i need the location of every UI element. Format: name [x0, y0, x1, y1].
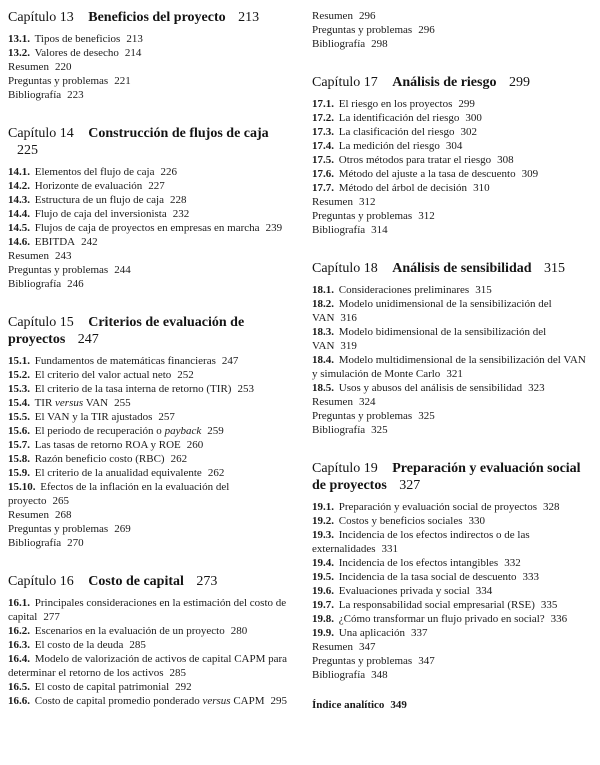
entry-title: Valores de desecho: [34, 47, 119, 59]
page-number: 312: [418, 210, 435, 222]
section-number: 14.6.: [8, 236, 30, 248]
section-number: 17.7.: [312, 182, 334, 194]
toc-column-right: [312, 9, 592, 757]
entry-title: El criterio de la anualidad equivalente: [34, 467, 202, 479]
chapter-title: Análisis de riesgo: [392, 75, 497, 90]
page-number: 310: [473, 182, 490, 194]
toc-row: [8, 536, 288, 550]
toc-row: [312, 640, 592, 654]
toc-chapter-heading: [312, 460, 592, 494]
page-number: 347: [418, 655, 435, 667]
toc-entry: [312, 111, 592, 125]
page-number: 302: [460, 126, 478, 138]
toc-row: [312, 423, 592, 437]
toc-chapter-heading: [8, 9, 288, 26]
toc-row: [8, 88, 288, 102]
section-number: 19.7.: [312, 599, 334, 611]
toc-row: [312, 223, 592, 237]
toc-row: [8, 249, 288, 263]
page-number: 228: [169, 194, 187, 206]
page-number: 239: [265, 222, 283, 234]
toc-entry: [312, 598, 592, 612]
entry-title: Modelo bidimensional de la sensibilización del VAN: [312, 326, 547, 352]
page-number: 244: [114, 264, 131, 276]
entry-title: Tipos de beneficios: [34, 33, 121, 45]
section-number: 15.1.: [8, 355, 30, 367]
page-number: 214: [124, 47, 142, 59]
toc-entry: [8, 354, 288, 368]
section-number: 15.3.: [8, 383, 30, 395]
entry-title: Resumen: [8, 250, 49, 262]
chapter-page-number: 299: [508, 75, 530, 90]
toc-entry: [8, 466, 288, 480]
section-number: 13.1.: [8, 33, 30, 45]
entry-title: Preguntas y problemas: [8, 264, 109, 276]
toc-chapter-heading: [8, 573, 288, 590]
section-number: 16.3.: [8, 639, 30, 651]
page-number: 331: [381, 543, 399, 555]
page-number: 268: [54, 509, 72, 521]
entry-title: Bibliografía: [312, 424, 366, 436]
section-number: 14.1.: [8, 166, 30, 178]
section-number: 17.1.: [312, 98, 334, 110]
toc-row: [8, 277, 288, 291]
page-number: 227: [148, 180, 165, 192]
entry-title: Elementos del flujo de caja: [34, 166, 155, 178]
italic-term: versus: [202, 695, 231, 707]
entry-title: El costo de la deuda: [34, 639, 124, 651]
entry-title: La identificación del riesgo: [338, 112, 460, 124]
entry-title: Bibliografía: [312, 38, 366, 50]
section-number: 15.5.: [8, 411, 30, 423]
page-number: 232: [172, 208, 190, 220]
toc-entry: [8, 368, 288, 382]
section-number: 15.2.: [8, 369, 30, 381]
toc-entry: [8, 452, 288, 466]
chapter-page-number: 327: [399, 478, 421, 493]
page-number: 265: [52, 495, 69, 507]
section-number: 15.4.: [8, 397, 30, 409]
page-number: 260: [186, 439, 204, 451]
page-number: 337: [411, 627, 428, 639]
page-number: 247: [221, 355, 239, 367]
toc-chapter-heading: [312, 260, 592, 277]
entry-title: Fundamentos de matemáticas financieras: [34, 355, 216, 367]
page-number: 246: [67, 278, 84, 290]
page-number: 324: [358, 396, 376, 408]
page-number: 295: [270, 695, 288, 707]
page-number: 334: [475, 585, 493, 597]
chapter-title: Preparación y evaluación social de proyectos: [312, 461, 581, 493]
chapter-label: Capítulo 17: [312, 75, 378, 90]
toc-entry: [312, 514, 592, 528]
toc-entry: [312, 283, 592, 297]
entry-title: Resumen: [312, 196, 353, 208]
toc-entry: [8, 652, 288, 680]
entry-title: Bibliografía: [312, 224, 366, 236]
page-number: 333: [522, 571, 540, 583]
toc-entry: [8, 221, 288, 235]
entry-title: Bibliografía: [8, 89, 62, 101]
toc-entry: [312, 125, 592, 139]
chapter-title: Costo de capital: [88, 574, 184, 589]
toc-entry: [8, 179, 288, 193]
chapter-page-number: 225: [17, 143, 38, 158]
entry-title: Consideraciones preliminares: [338, 284, 470, 296]
section-number: 14.2.: [8, 180, 30, 192]
toc-entry: [8, 424, 288, 438]
chapter-label: Capítulo 14: [8, 126, 74, 141]
entry-title: El criterio del valor actual neto: [34, 369, 172, 381]
toc-entry: [312, 570, 592, 584]
toc-row: [312, 209, 592, 223]
page-number: 328: [542, 501, 560, 513]
toc-entry: [8, 382, 288, 396]
toc-entry: [312, 325, 592, 353]
entry-title: Modelo multidimensional de la sensibilización del VAN y simulación de Monte Carlo: [312, 354, 586, 380]
page-number: 348: [371, 669, 388, 681]
toc-entry: [8, 32, 288, 46]
page-number: 269: [114, 523, 131, 535]
entry-title: Razón beneficio costo (RBC): [34, 453, 165, 465]
section-number: 17.3.: [312, 126, 334, 138]
page-number: 285: [129, 639, 146, 651]
toc-entry: [8, 480, 288, 508]
entry-title: El periodo de recuperación o payback: [34, 425, 202, 437]
chapter-title: Beneficios del proyecto: [88, 10, 226, 25]
page-number: 332: [504, 557, 521, 569]
chapter-page-number: 315: [544, 261, 566, 276]
section-number: 16.5.: [8, 681, 30, 693]
toc-entry: [312, 97, 592, 111]
entry-title: Modelo de valorización de activos de capital CAPM para determinar el retorno de los activos: [8, 653, 288, 679]
toc-row: [312, 37, 592, 51]
entry-title: La clasificación del riesgo: [338, 126, 455, 138]
toc-entry: [8, 235, 288, 249]
entry-title: Efectos de la inflación en la evaluación del proyecto: [8, 481, 230, 507]
entry-title: La responsabilidad social empresarial (RSE): [338, 599, 535, 611]
page-number: 325: [418, 410, 435, 422]
page-number: 335: [540, 599, 558, 611]
chapter-title: Construcción de flujos de caja: [88, 126, 269, 141]
section-number: 18.1.: [312, 284, 334, 296]
toc-row: [312, 195, 592, 209]
page-number: 315: [475, 284, 492, 296]
toc-entry: [312, 297, 592, 325]
entry-title: Preguntas y problemas: [8, 75, 109, 87]
entry-title: El costo de capital patrimonial: [34, 681, 170, 693]
entry-title: Escenarios en la evaluación de un proyecto: [34, 625, 225, 637]
entry-title: EBITDA: [34, 236, 76, 248]
page-number: 308: [497, 154, 514, 166]
toc-row: [8, 263, 288, 277]
entry-title: Preparación y evaluación social de proyectos: [338, 501, 537, 513]
chapter-title: Análisis de sensibilidad: [392, 261, 532, 276]
entry-title: Resumen: [312, 396, 353, 408]
entry-title: Flujo de caja del inversionista: [34, 208, 167, 220]
section-number: 16.2.: [8, 625, 30, 637]
toc-entry: [8, 165, 288, 179]
section-number: 14.4.: [8, 208, 30, 220]
page-number: 298: [371, 38, 388, 50]
entry-title: El criterio de la tasa interna de retorno (TIR): [34, 383, 232, 395]
entry-title: Resumen: [312, 10, 353, 22]
page-number: 312: [358, 196, 376, 208]
page-number: 262: [207, 467, 225, 479]
entry-title: Flujos de caja de proyectos en empresas en marcha: [34, 222, 260, 234]
toc-entry: [312, 153, 592, 167]
entry-title: Las tasas de retorno ROA y ROE: [34, 439, 181, 451]
section-number: 16.1.: [8, 597, 30, 609]
entry-title: Una aplicación: [338, 627, 406, 639]
entry-title: Costos y beneficios sociales: [338, 515, 463, 527]
page-number: 299: [458, 98, 475, 110]
entry-title: Estructura de un flujo de caja: [34, 194, 164, 206]
page-number: 243: [54, 250, 72, 262]
entry-title: Método del árbol de decisión: [338, 182, 468, 194]
entry-title: Preguntas y problemas: [312, 210, 413, 222]
page-number: 277: [43, 611, 60, 623]
entry-title: Incidencia de los efectos indirectos o de las externalidades: [312, 529, 530, 555]
section-number: 14.3.: [8, 194, 30, 206]
entry-title: Preguntas y problemas: [312, 24, 413, 36]
entry-title: Método del ajuste a la tasa de descuento: [338, 168, 516, 180]
page-number: 262: [170, 453, 188, 465]
page-number: 323: [528, 382, 545, 394]
toc-entry: [8, 438, 288, 452]
toc-entry: [8, 193, 288, 207]
page-number: 220: [54, 61, 72, 73]
entry-title: Incidencia de la tasa social de descuento: [338, 571, 517, 583]
section-number: 19.4.: [312, 557, 334, 569]
entry-title: Índice analítico: [312, 699, 385, 711]
page-number: 259: [207, 425, 224, 437]
section-number: 17.2.: [312, 112, 334, 124]
toc-chapter-heading: [8, 314, 288, 348]
toc-entry: [312, 139, 592, 153]
toc-entry: [312, 584, 592, 598]
page-number: 296: [418, 24, 435, 36]
toc-entry: [8, 624, 288, 638]
toc-entry: [8, 396, 288, 410]
entry-title: Resumen: [8, 509, 49, 521]
section-number: 16.4.: [8, 653, 30, 665]
toc-entry: [312, 181, 592, 195]
chapter-page-number: 213: [238, 10, 260, 25]
page-number: 280: [230, 625, 248, 637]
section-number: 18.5.: [312, 382, 334, 394]
section-number: 19.1.: [312, 501, 334, 513]
section-number: 15.10.: [8, 481, 36, 493]
section-number: 15.8.: [8, 453, 30, 465]
toc-row: [312, 409, 592, 423]
page-number: 296: [358, 10, 376, 22]
page-number: 253: [237, 383, 254, 395]
chapter-page-number: 247: [77, 332, 99, 347]
toc-entry: [312, 167, 592, 181]
section-number: 19.3.: [312, 529, 334, 541]
page-number: 347: [358, 641, 376, 653]
entry-title: El riesgo en los proyectos: [338, 98, 453, 110]
chapter-label: Capítulo 13: [8, 10, 74, 25]
toc-row: [8, 60, 288, 74]
toc-entry: [312, 353, 592, 381]
section-number: 19.5.: [312, 571, 334, 583]
toc-entry: [312, 528, 592, 556]
section-number: 17.6.: [312, 168, 334, 180]
toc-row: [8, 522, 288, 536]
entry-title: Principales consideraciones en la estimación del costo de capital: [8, 597, 287, 623]
entry-title: Resumen: [8, 61, 49, 73]
page-number: 325: [371, 424, 388, 436]
section-number: 18.2.: [312, 298, 334, 310]
page-number: 292: [175, 681, 192, 693]
chapter-page-number: 273: [196, 574, 218, 589]
page-number: 349: [390, 699, 407, 711]
toc-row: [312, 9, 592, 23]
chapter-label: Capítulo 15: [8, 315, 74, 330]
toc-chapter-heading: [312, 74, 592, 91]
toc-row: [312, 698, 592, 712]
entry-title: Horizonte de evaluación: [34, 180, 143, 192]
section-number: 15.6.: [8, 425, 30, 437]
entry-title: Preguntas y problemas: [8, 523, 109, 535]
toc-entry: [8, 46, 288, 60]
toc-entry: [8, 596, 288, 624]
chapter-label: Capítulo 19: [312, 461, 378, 476]
section-number: 15.9.: [8, 467, 30, 479]
section-number: 16.6.: [8, 695, 30, 707]
toc-entry: [8, 410, 288, 424]
toc-row: [312, 23, 592, 37]
page-number: 309: [521, 168, 539, 180]
page-number: 221: [114, 75, 131, 87]
page-number: 285: [169, 667, 186, 679]
toc-entry: [312, 381, 592, 395]
entry-title: Modelo unidimensional de la sensibilización del VAN: [312, 298, 552, 324]
toc-row: [8, 74, 288, 88]
section-number: 19.2.: [312, 515, 334, 527]
entry-title: Costo de capital promedio ponderado versus CAPM: [34, 695, 265, 707]
toc-entry: [8, 694, 288, 708]
toc-entry: [8, 207, 288, 221]
entry-title: Usos y abusos del análisis de sensibilidad: [338, 382, 523, 394]
toc-entry: [312, 500, 592, 514]
section-number: 19.9.: [312, 627, 334, 639]
page-number: 270: [67, 537, 84, 549]
section-number: 15.7.: [8, 439, 30, 451]
page-number: 314: [371, 224, 388, 236]
toc-entry: [312, 612, 592, 626]
entry-title: Otros métodos para tratar el riesgo: [338, 154, 492, 166]
page-number: 213: [126, 33, 143, 45]
page-number: 223: [67, 89, 84, 101]
entry-title: Incidencia de los efectos intangibles: [338, 557, 499, 569]
section-number: 17.5.: [312, 154, 334, 166]
page-number: 304: [445, 140, 463, 152]
page-number: 319: [340, 340, 357, 352]
toc-entry: [8, 680, 288, 694]
page-number: 242: [81, 236, 98, 248]
toc-chapter-heading: [8, 125, 288, 159]
page-number: 321: [446, 368, 463, 380]
toc-row: [312, 654, 592, 668]
entry-title: Preguntas y problemas: [312, 410, 413, 422]
entry-title: Bibliografía: [8, 278, 62, 290]
entry-title: Evaluaciones privada y social: [338, 585, 470, 597]
toc-entry: [8, 638, 288, 652]
section-number: 14.5.: [8, 222, 30, 234]
italic-term: payback: [164, 425, 202, 437]
entry-title: Resumen: [312, 641, 353, 653]
section-number: 18.4.: [312, 354, 334, 366]
entry-title: Preguntas y problemas: [312, 655, 413, 667]
entry-title: ¿Cómo transformar un flujo privado en social?: [338, 613, 545, 625]
entry-title: Bibliografía: [312, 669, 366, 681]
toc-column-left: [8, 9, 288, 757]
chapter-label: Capítulo 16: [8, 574, 74, 589]
page-number: 257: [158, 411, 175, 423]
page-number: 300: [465, 112, 482, 124]
section-number: 17.4.: [312, 140, 334, 152]
entry-title: La medición del riesgo: [338, 140, 440, 152]
section-number: 18.3.: [312, 326, 334, 338]
italic-term: versus: [55, 397, 84, 409]
section-number: 13.2.: [8, 47, 30, 59]
section-number: 19.8.: [312, 613, 334, 625]
page-number: 255: [114, 397, 131, 409]
entry-title: El VAN y la TIR ajustados: [34, 411, 153, 423]
page-number: 316: [340, 312, 357, 324]
page-number: 226: [160, 166, 177, 178]
page-number: 330: [468, 515, 485, 527]
toc-entry: [312, 556, 592, 570]
chapter-label: Capítulo 18: [312, 261, 378, 276]
toc-row: [312, 395, 592, 409]
entry-title: Bibliografía: [8, 537, 62, 549]
chapter-title: Criterios de evaluación de proyectos: [8, 315, 245, 347]
toc-entry: [312, 626, 592, 640]
section-number: 19.6.: [312, 585, 334, 597]
page-number: 252: [177, 369, 194, 381]
page-number: 336: [550, 613, 568, 625]
entry-title: TIR versus VAN: [34, 397, 109, 409]
toc-row: [312, 668, 592, 682]
toc-row: [8, 508, 288, 522]
